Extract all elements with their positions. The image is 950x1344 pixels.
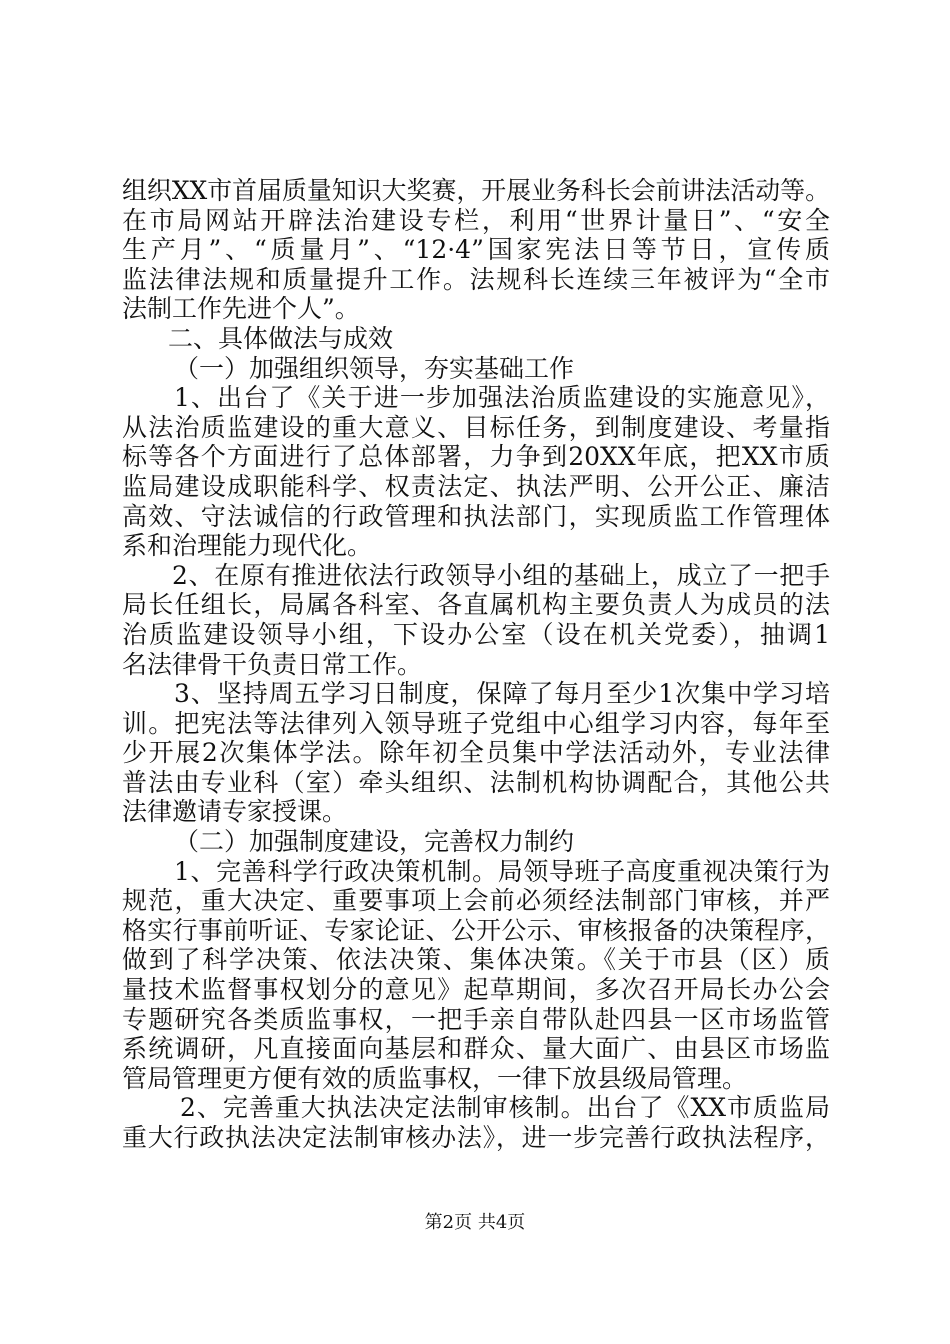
paragraph-line: 做到了科学决策、依法决策、集体决策。《关于市县（区）质	[122, 945, 830, 975]
paragraph-line: 局长任组长，局属各科室、各直属机构主要负责人为成员的法	[122, 590, 830, 620]
paragraph-line: 监法律法规和质量提升工作。法规科长连续三年被评为“全市	[122, 264, 830, 294]
paragraph-line: 1、完善科学行政决策机制。局领导班子高度重视决策行为	[174, 856, 830, 886]
paragraph-line: 少开展2次集体学法。除年初全员集中学法活动外，专业法律	[122, 738, 830, 768]
paragraph-line: 格实行事前听证、专家论证、公开公示、审核报备的决策程序，	[122, 915, 830, 945]
page-footer: 第2页 共4页	[424, 1212, 526, 1233]
paragraph-line: 监局建设成职能科学、权责法定、执法严明、公开公正、廉洁	[122, 471, 830, 501]
paragraph-line: 重大行政执法决定法制审核办法》，进一步完善行政执法程序，	[122, 1123, 830, 1152]
paragraph-line: 2、完善重大执法决定法制审核制。出台了《XX市质监局	[180, 1093, 830, 1123]
paragraph-line: 训。把宪法等法律列入领导班子党组中心组学习内容，每年至	[122, 708, 830, 738]
paragraph-line: 系统调研，凡直接面向基层和群众、量大面广、由县区市场监	[122, 1034, 830, 1064]
paragraph-line: 普法由专业科（室）牵头组织、法制机构协调配合，其他公共	[122, 767, 830, 797]
paragraph-line: 从法治质监建设的重大意义、目标任务，到制度建设、考量指	[122, 412, 830, 442]
paragraph-line: 2、在原有推进依法行政领导小组的基础上，成立了一把手	[172, 560, 830, 590]
paragraph-line: 量技术监督事权划分的意见》起草期间，多次召开局长办公会	[122, 975, 830, 1005]
paragraph-line: 3、坚持周五学习日制度，保障了每月至少1次集中学习培	[174, 679, 830, 709]
section-heading: （一）加强组织领导，夯实基础工作	[174, 353, 575, 383]
section-heading: 二、具体做法与成效	[168, 323, 394, 353]
paragraph-line: 系和治理能力现代化。	[122, 531, 373, 561]
paragraph-line: 高效、守法诚信的行政管理和执法部门，实现质监工作管理体	[122, 501, 830, 531]
paragraph-line: 组织XX市首届质量知识大奖赛，开展业务科长会前讲法活动等。	[122, 176, 830, 205]
paragraph-line: 法制工作先进个人”。	[122, 294, 360, 324]
paragraph-line: 专题研究各类质监事权，一把手亲自带队赴四县一区市场监管	[122, 1004, 830, 1034]
paragraph-line: 治质监建设领导小组，下设办公室（设在机关党委），抽调1	[122, 619, 830, 649]
paragraph-line: 规范，重大决定、重要事项上会前必须经法制部门审核，并严	[122, 886, 830, 916]
paragraph-line: 法律邀请专家授课。	[122, 797, 348, 827]
paragraph-line: 在市局网站开辟法治建设专栏，利用“世界计量日”、“安全	[122, 205, 830, 235]
paragraph-line: 生产月”、“质量月”、“12·4”国家宪法日等节日，宣传质	[122, 235, 830, 265]
document-body	[122, 176, 830, 1153]
paragraph-line: 名法律骨干负责日常工作。	[122, 649, 423, 679]
paragraph-line: 管局管理更方便有效的质监事权，一律下放县级局管理。	[122, 1063, 748, 1093]
section-heading: （二）加强制度建设，完善权力制约	[174, 827, 575, 857]
paragraph-line: 标等各个方面进行了总体部署，力争到20XX年底，把XX市质	[122, 442, 830, 472]
paragraph-line: 1、出台了《关于进一步加强法治质监建设的实施意见》，	[174, 383, 830, 413]
